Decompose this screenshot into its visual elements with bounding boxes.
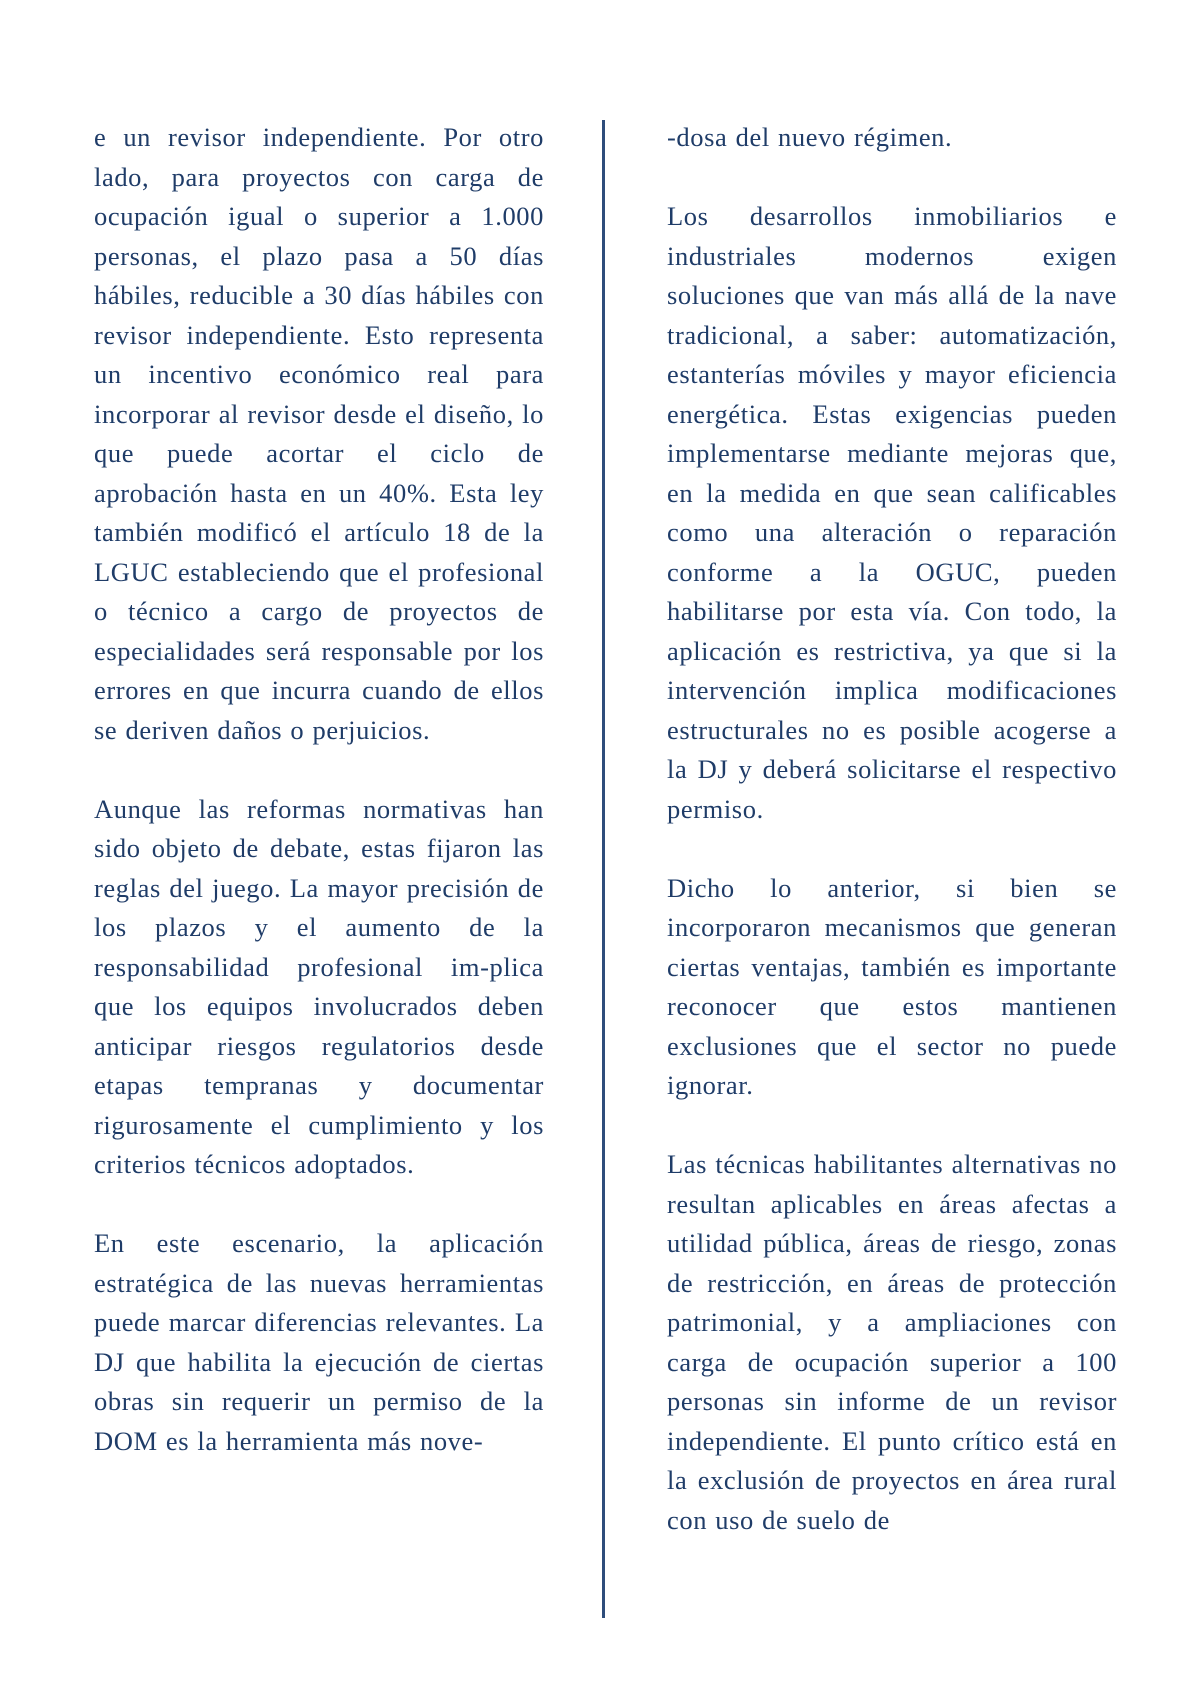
right-paragraph-3: Dicho lo anterior, si bien se incorporaron mecanismos que generan ciertas ventajas, también es importante reconocer que estos mantienen exclusiones que el sector no puede ignorar. <box>667 872 1117 1100</box>
column-divider <box>602 120 605 1618</box>
left-paragraph-3: En este escenario, la aplicación estratégica de las nuevas herramientas puede marcar diferencias relevantes. La DJ que habilita la ejecución de ciertas obras sin requerir un permiso de la DOM es la herramienta más nove- <box>94 1228 544 1456</box>
left-text-column <box>94 118 544 1461</box>
right-paragraph-4: Las técnicas habilitantes alternativas no resultan aplicables en áreas afectas a utilidad pública, áreas de riesgo, zonas de restricción, en áreas de protección patrimonial, y a ampliaciones con carga de ocupación superior a 100 personas sin informe de un revisor independiente. El punto crítico está en la exclusión de proyectos en área rural con uso de suelo de <box>667 1149 1117 1535</box>
right-text-column <box>667 118 1117 1540</box>
left-paragraph-2: Aunque las reformas normativas han sido objeto de debate, estas fijaron las reglas del juego. La mayor precisión de los plazos y el aumento de la responsabilidad profesional im-plica que los equipos involucrados deben anticipar riesgos regulatorios desde etapas tempranas y documentar rigurosamente el cumplimiento y los criterios técnicos adoptados. <box>94 793 544 1179</box>
left-paragraph-1: e un revisor independiente. Por otro lado, para proyectos con carga de ocupación igual o superior a 1.000 personas, el plazo pasa a 50 días hábiles, reducible a 30 días hábiles con revisor independiente. Esto representa un incentivo económico real para incorporar al revisor desde el diseño, lo que puede acortar el ciclo de aprobación hasta en un 40%. Esta ley también modificó el artículo 18 de la LGUC estableciendo que el profesional o técnico a cargo de proyectos de especialidades será responsable por los errores en que incurra cuando de ellos se deriven daños o perjuicios. <box>94 122 544 745</box>
right-paragraph-1: -dosa del nuevo régimen. <box>667 122 953 152</box>
right-paragraph-2: Los desarrollos inmobiliarios e industriales modernos exigen soluciones que van más allá de la nave tradicional, a saber: automatización, estanterías móviles y mayor eficiencia energética. Estas exigencias pueden implementarse mediante mejoras que, en la medida en que sean calificables como una alteración o reparación conforme a la OGUC, pueden habilitarse por esta vía. Con todo, la aplicación es restrictiva, ya que si la intervención implica modificaciones estructurales no es posible acogerse a la DJ y deberá solicitarse el respectivo permiso. <box>667 201 1117 824</box>
